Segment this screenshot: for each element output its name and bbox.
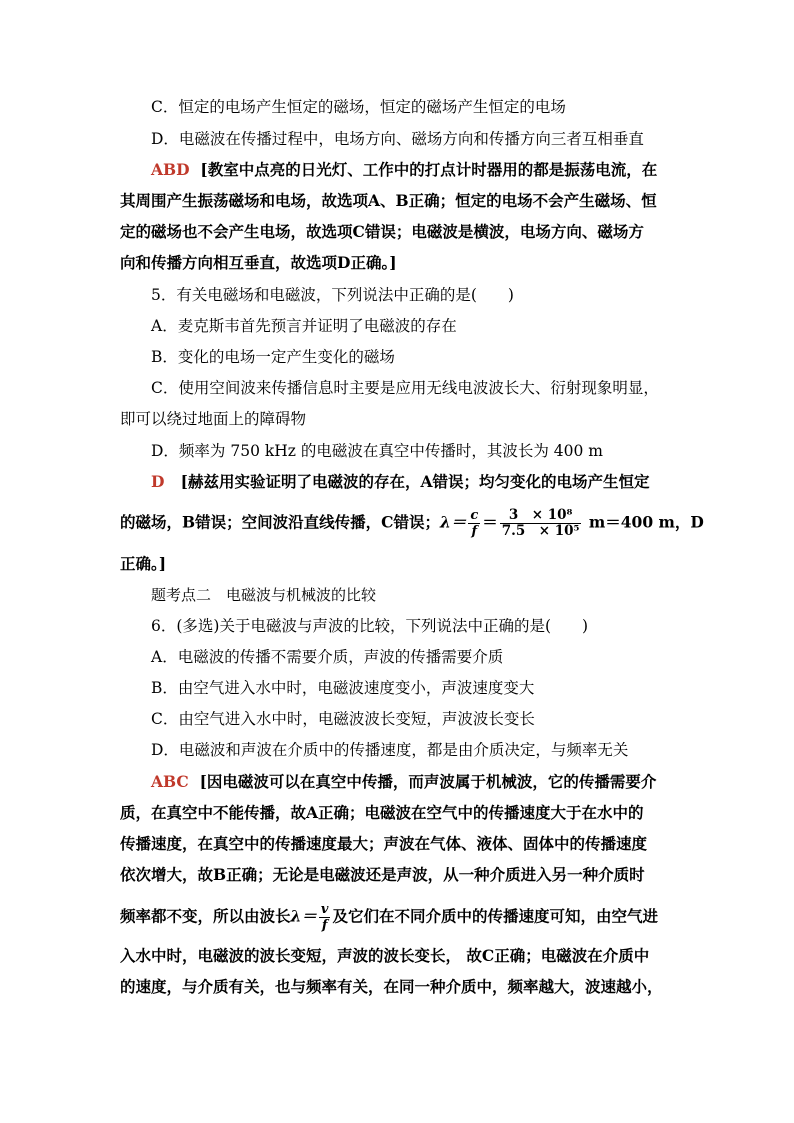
answer-q6-line5-text: 频率都不变，所以由波长 <box>120 906 291 926</box>
fraction-c-over-f <box>468 508 480 539</box>
lambda-symbol: λ＝ <box>290 906 317 926</box>
answer-q6-line4: 依次增大，故B正确；无论是电磁波还是声波，从一种介质进入另一种介质时 <box>120 865 645 884</box>
answer-q4-line4: 向和传播方向相互垂直，故选项D正确。] <box>120 253 397 272</box>
answer-tag: ABC <box>151 772 189 791</box>
question-6: 6．(多选)关于电磁波与声波的比较，下列说法中正确的是( ) <box>151 617 589 635</box>
answer-q6-line3: 传播速度，在真空中的传播速度最大；声波在气体、液体、固体中的传播速度 <box>120 834 648 853</box>
option-c-q4: C．恒定的电场产生恒定的磁场，恒定的磁场产生恒定的电场 <box>151 98 566 116</box>
equals-sign: ＝ <box>482 512 498 532</box>
option-c-q6: C．由空气进入水中时，电磁波波长变短，声波波长变长 <box>151 710 535 728</box>
option-a-q5: A．麦克斯韦首先预言并证明了电磁波的存在 <box>151 317 457 335</box>
fraction-numerator: v <box>320 902 329 917</box>
option-a-q6: A．电磁波的传播不需要介质，声波的传播需要介质 <box>151 648 504 666</box>
option-b-q5: B．变化的电场一定产生变化的磁场 <box>151 348 395 366</box>
answer-q4 <box>151 160 711 180</box>
answer-text: [因电磁波可以在真空中传播，而声波属于机械波，它的传播需要介 <box>199 772 657 791</box>
option-d-q4: D．电磁波在传播过程中，电场方向、磁场方向和传播方向三者互相垂直 <box>151 130 644 148</box>
answer-q6 <box>151 772 711 792</box>
answer-q6-line2: 质，在真空中不能传播，故A正确；电磁波在空气中的传播速度大于在水中的 <box>120 803 644 822</box>
answer-q4-line2: 其周围产生振荡磁场和电场，故选项A、B正确；恒定的电场不会产生磁场、恒 <box>120 191 657 210</box>
option-b-q6: B．由空气进入水中时，电磁波速度变小，声波速度变大 <box>151 679 535 697</box>
answer-tag: D <box>151 472 165 491</box>
lambda-symbol: λ＝ <box>439 512 467 532</box>
option-c-q5-cont: 即可以绕过地面上的障碍物 <box>120 410 307 428</box>
fraction-value <box>500 508 582 539</box>
answer-q5 <box>151 472 711 492</box>
answer-tag: ABD <box>151 160 190 179</box>
answer-q5-line2 <box>120 507 704 539</box>
answer-q5-line3: 正确。] <box>120 554 167 573</box>
section-title: 题考点二 电磁波与机械波的比较 <box>151 586 377 604</box>
question-5: 5．有关电磁场和电磁波，下列说法中正确的是( ) <box>151 286 514 304</box>
option-d-q5: D．频率为 750 kHz 的电磁波在真空中传播时，其波长为 400 m <box>151 442 604 460</box>
answer-q6-line7: 的速度，与介质有关，也与频率有关，在同一种介质中，频率越大，波速越小， <box>120 977 663 996</box>
answer-text: [赫兹用实验证明了电磁波的存在，A错误；均匀变化的电场产生恒定 <box>180 472 650 491</box>
option-c-q5: C．使用空间波来传播信息时主要是应用无线电波波长大、衍射现象明显， <box>151 379 659 397</box>
fraction-denominator: 7.5 × 10⁵ <box>501 523 580 539</box>
answer-q6-line5 <box>120 902 680 933</box>
answer-text: [教室中点亮的日光灯、工作中的打点计时器用的都是振荡电流，在 <box>200 160 658 179</box>
fraction-numerator: 3 × 10⁸ <box>500 508 582 524</box>
option-d-q6: D．电磁波和声波在介质中的传播速度，都是由介质决定，与频率无关 <box>151 741 629 759</box>
fraction-denominator: f <box>321 918 328 933</box>
answer-q4-line3: 定的磁场也不会产生电场，故选项C错误；电磁波是横波，电场方向、磁场方 <box>120 222 644 241</box>
answer-q5-line2-tail: m＝400 m，D <box>583 512 704 532</box>
fraction-denominator: f <box>471 524 478 539</box>
answer-q6-line5-tail: 及它们在不同介质中的传播速度可知，由空气进 <box>332 906 658 926</box>
answer-q6-line6: 入水中时，电磁波的波长变短，声波的波长变长， 故C正确；电磁波在介质中 <box>120 946 650 965</box>
answer-q5-line2-text: 的磁场，B错误；空间波沿直线传播，C错误； <box>120 512 440 532</box>
fraction-v-over-f <box>319 902 331 933</box>
fraction-numerator: c <box>470 508 479 523</box>
